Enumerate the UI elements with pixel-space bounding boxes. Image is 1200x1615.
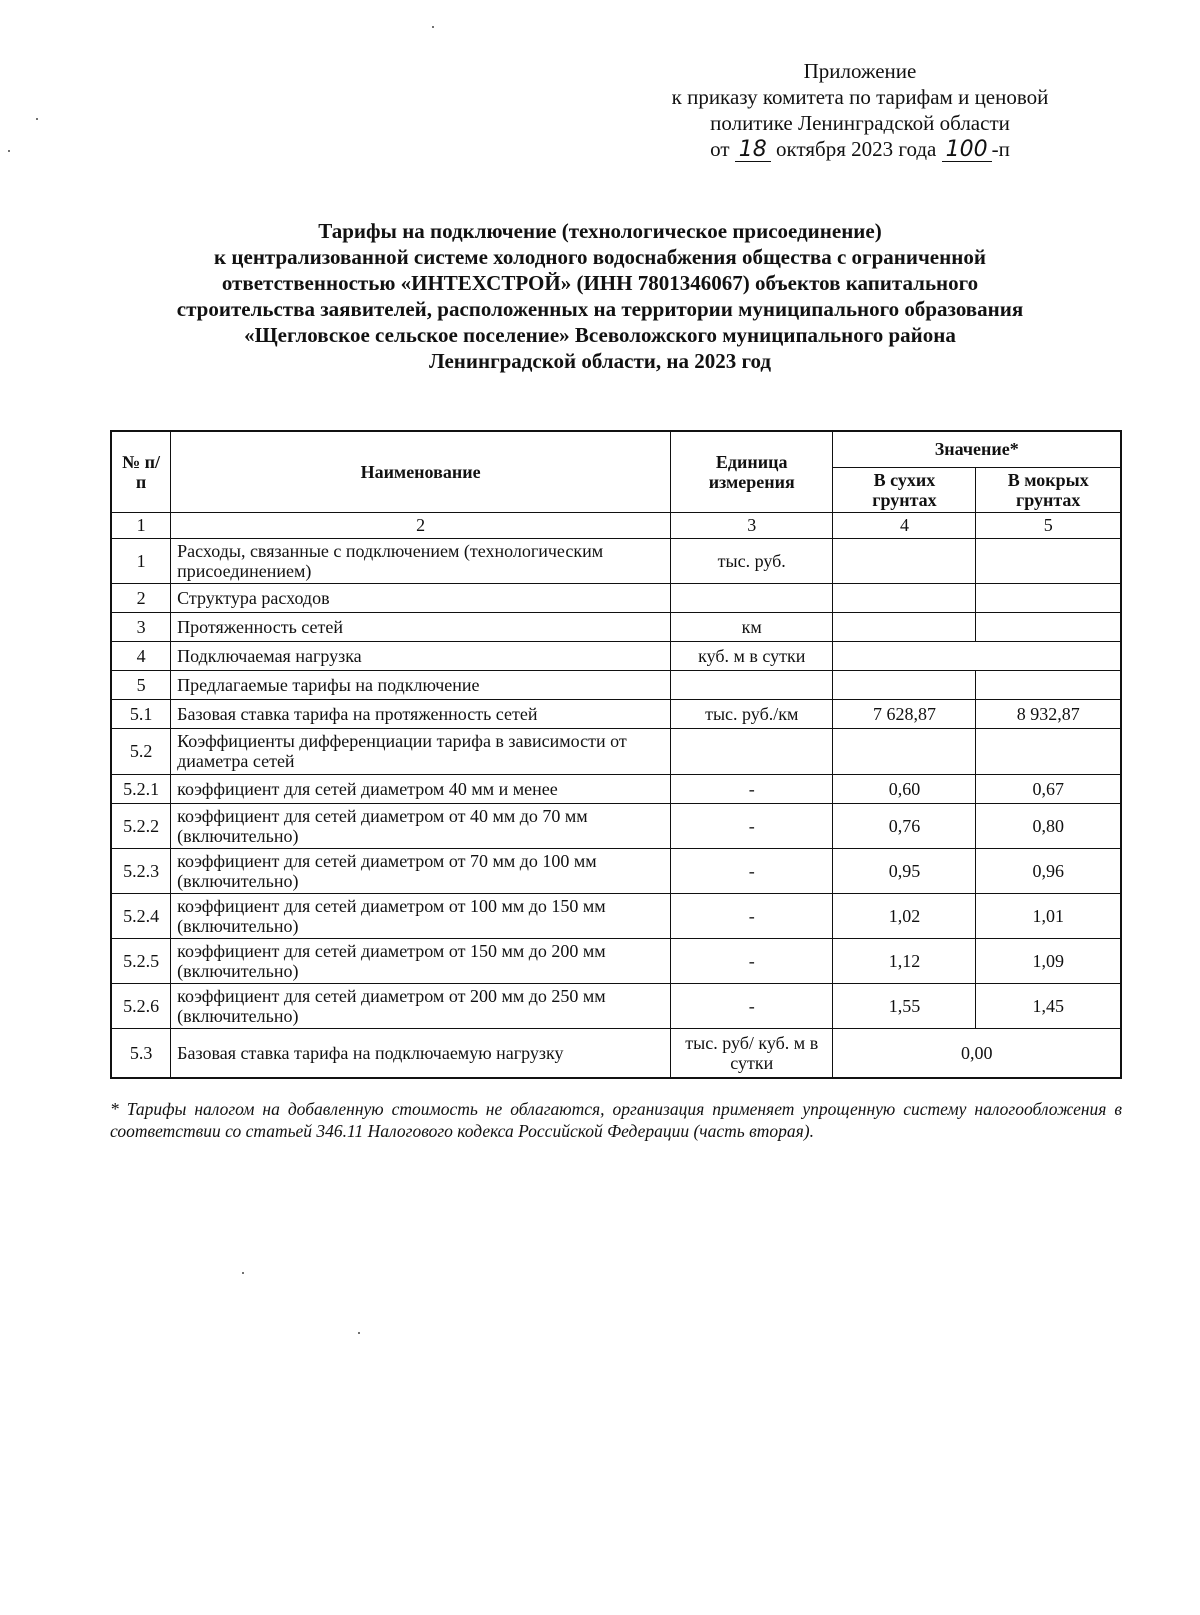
row-num: 1 [111, 538, 171, 583]
row-name: Базовая ставка тарифа на протяженность сетей [171, 699, 671, 728]
row-unit: тыс. руб/ куб. м в сутки [670, 1028, 833, 1078]
document-title [100, 218, 1100, 374]
header-unit: Единица измерения [670, 431, 833, 512]
row-dry [833, 670, 976, 699]
row-unit: - [670, 938, 833, 983]
order-suffix: -п [991, 137, 1010, 161]
order-date-line [640, 136, 1080, 162]
row-num: 5.2.5 [111, 938, 171, 983]
row-num: 5 [111, 670, 171, 699]
col-number: 1 [111, 512, 171, 538]
row-dry: 0,76 [833, 803, 976, 848]
scan-speck [36, 118, 38, 120]
row-dry [833, 583, 976, 612]
row-num: 5.2.4 [111, 893, 171, 938]
table-row [111, 670, 1121, 699]
handwritten-day: 18 [735, 139, 771, 162]
row-dry [833, 728, 976, 774]
tariff-table [110, 430, 1122, 1079]
row-name: коэффициент для сетей диаметром 40 мм и менее [171, 774, 671, 803]
row-name: коэффициент для сетей диаметром от 70 мм до 100 мм (включительно) [171, 848, 671, 893]
row-unit: км [670, 612, 833, 641]
row-wet: 1,45 [976, 983, 1121, 1028]
row-wet [976, 670, 1121, 699]
table-row [111, 641, 1121, 670]
row-num: 5.2.6 [111, 983, 171, 1028]
footnote: * Тарифы налогом на добавленную стоимость не облагаются, организация применяет упрощенную систему налогообложения в соответствии со статьей 346.11 Налогового кодекса Российской Федерации (часть вторая). [110, 1099, 1122, 1141]
appendix-header [640, 58, 1080, 162]
scan-speck [432, 26, 434, 28]
row-unit: тыс. руб. [670, 538, 833, 583]
row-dry [833, 538, 976, 583]
row-unit: - [670, 893, 833, 938]
table-row [111, 983, 1121, 1028]
header-num: № п/п [111, 431, 171, 512]
row-name: Расходы, связанные с подключением (технологическим присоединением) [171, 538, 671, 583]
row-num: 5.3 [111, 1028, 171, 1078]
title-line: строительства заявителей, расположенных на территории муниципального образования [176, 297, 1024, 321]
header-name: Наименование [171, 431, 671, 512]
row-name: Подключаемая нагрузка [171, 641, 671, 670]
row-num: 5.2.3 [111, 848, 171, 893]
row-wet: 1,01 [976, 893, 1121, 938]
handwritten-order-number: 100 [942, 139, 992, 162]
row-unit [670, 670, 833, 699]
row-wet [976, 538, 1121, 583]
row-name: Базовая ставка тарифа на подключаемую нагрузку [171, 1028, 671, 1078]
row-dry: 0,60 [833, 774, 976, 803]
row-dry [833, 612, 976, 641]
row-unit: - [670, 848, 833, 893]
table-row [111, 612, 1121, 641]
table-row [111, 938, 1121, 983]
row-dry: 0,95 [833, 848, 976, 893]
row-name: коэффициент для сетей диаметром от 40 мм до 70 мм (включительно) [171, 803, 671, 848]
col-number: 5 [976, 512, 1121, 538]
col-number: 4 [833, 512, 976, 538]
header-value: Значение* [833, 431, 1121, 467]
row-name: Структура расходов [171, 583, 671, 612]
row-wet: 8 932,87 [976, 699, 1121, 728]
table-row [111, 774, 1121, 803]
row-num: 5.2.1 [111, 774, 171, 803]
title-line: Тарифы на подключение (технологическое присоединение) [318, 219, 882, 243]
scan-speck [358, 1332, 360, 1334]
scan-speck [242, 1272, 244, 1274]
col-number: 2 [171, 512, 671, 538]
col-number: 3 [670, 512, 833, 538]
row-wet: 1,09 [976, 938, 1121, 983]
row-name: коэффициент для сетей диаметром от 200 мм до 250 мм (включительно) [171, 983, 671, 1028]
table-row [111, 1028, 1121, 1078]
date-prefix: от [710, 137, 730, 161]
row-wet: 0,80 [976, 803, 1121, 848]
row-name: Предлагаемые тарифы на подключение [171, 670, 671, 699]
row-num: 5.2.2 [111, 803, 171, 848]
row-merged-value: 0,00 [833, 1028, 1121, 1078]
row-name: Коэффициенты дифференциации тарифа в зависимости от диаметра сетей [171, 728, 671, 774]
header-dry: В сухих грунтах [833, 467, 976, 512]
row-wet: 0,67 [976, 774, 1121, 803]
row-name: коэффициент для сетей диаметром от 150 мм до 200 мм (включительно) [171, 938, 671, 983]
row-unit: - [670, 803, 833, 848]
table-row [111, 803, 1121, 848]
row-num: 3 [111, 612, 171, 641]
appendix-line: к приказу комитета по тарифам и ценовой [671, 85, 1049, 109]
table-row [111, 699, 1121, 728]
title-line: Ленинградской области, на 2023 год [428, 349, 772, 373]
row-num: 5.2 [111, 728, 171, 774]
title-line: «Щегловское сельское поселение» Всеволожского муниципального района [244, 323, 956, 347]
row-num: 2 [111, 583, 171, 612]
row-num: 4 [111, 641, 171, 670]
row-wet [976, 612, 1121, 641]
row-unit: тыс. руб./км [670, 699, 833, 728]
table-row [111, 538, 1121, 583]
title-line: ответственностью «ИНТЕХСТРОЙ» (ИНН 7801346067) объектов капитального [221, 271, 979, 295]
appendix-line: Приложение [803, 59, 917, 83]
row-name: коэффициент для сетей диаметром от 100 мм до 150 мм (включительно) [171, 893, 671, 938]
row-unit: - [670, 983, 833, 1028]
header-wet: В мокрых грунтах [976, 467, 1121, 512]
table-row [111, 583, 1121, 612]
row-num: 5.1 [111, 699, 171, 728]
row-dry: 1,12 [833, 938, 976, 983]
table-row [111, 893, 1121, 938]
row-name: Протяженность сетей [171, 612, 671, 641]
table-row [111, 848, 1121, 893]
row-wet [976, 728, 1121, 774]
date-middle: октября 2023 года [776, 137, 937, 161]
scan-speck [8, 150, 10, 152]
row-merged-value [833, 641, 1121, 670]
column-numbers-row [111, 512, 1121, 538]
row-dry: 7 628,87 [833, 699, 976, 728]
row-unit [670, 583, 833, 612]
row-dry: 1,55 [833, 983, 976, 1028]
row-dry: 1,02 [833, 893, 976, 938]
table-row [111, 728, 1121, 774]
row-unit [670, 728, 833, 774]
row-wet: 0,96 [976, 848, 1121, 893]
row-wet [976, 583, 1121, 612]
title-line: к централизованной системе холодного водоснабжения общества с ограниченной [214, 245, 986, 269]
appendix-line: политике Ленинградской области [710, 111, 1010, 135]
row-unit: куб. м в сутки [670, 641, 833, 670]
row-unit: - [670, 774, 833, 803]
